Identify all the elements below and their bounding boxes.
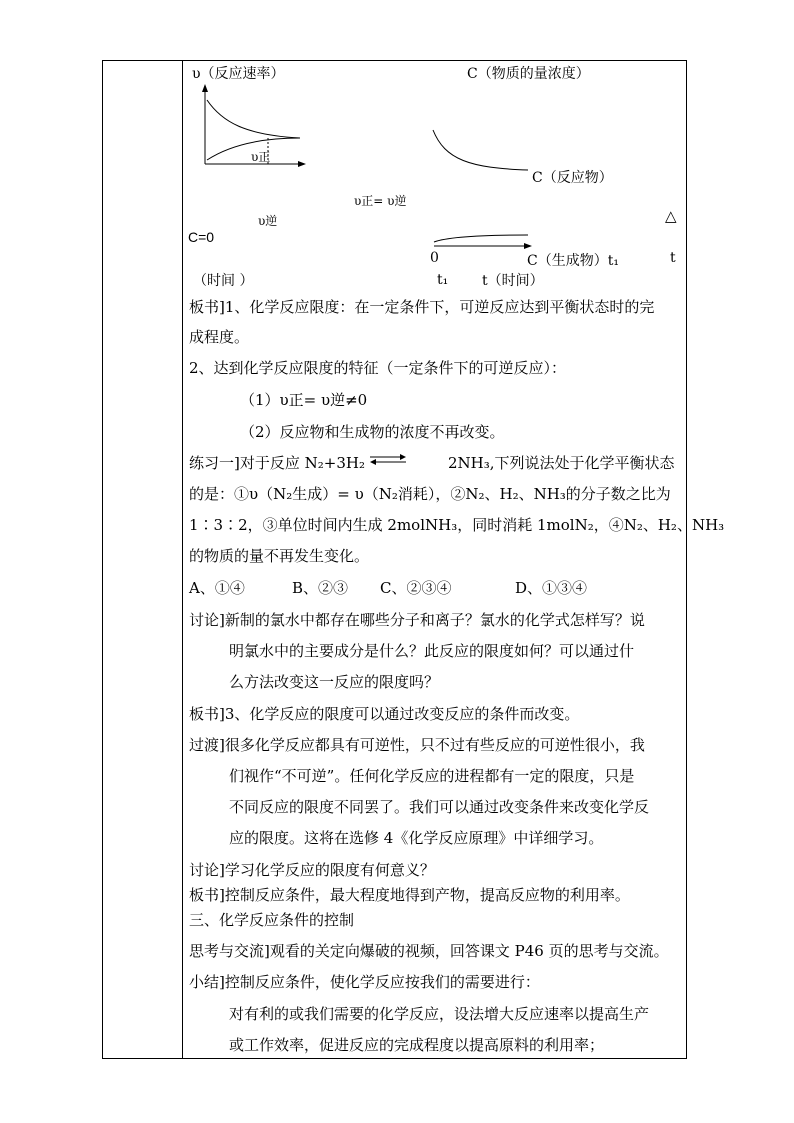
product-conc-curve — [434, 235, 528, 242]
reversible-arrow-icon — [368, 452, 408, 466]
option-b: B、②③ — [292, 579, 349, 597]
text-line: 过渡]很多化学反应都具有可逆性，只不过有些反应的可逆性很小，我 — [189, 736, 645, 754]
t-label: t — [670, 250, 676, 266]
text-line: 板书]控制反应条件，最大程度地得到产物，提高反应物的利用率。 — [189, 886, 630, 904]
forward-rate-curve — [207, 100, 300, 138]
text-line: （1）υ正= υ逆≠0 — [240, 391, 368, 409]
triangle-symbol: △ — [665, 207, 677, 225]
text-line: 2NH₃,下列说法处于化学平衡状态 — [448, 454, 675, 472]
text-line: 对有利的或我们需要的化学反应，设法增大反应速率以提高生产 — [229, 1005, 650, 1023]
time-label-right: t（时间） — [482, 273, 544, 289]
text-line: 板书]3、化学反应的限度可以通过改变反应的条件而改变。 — [189, 705, 580, 723]
reactant-conc-curve — [433, 130, 528, 170]
c-zero-label: C=0 — [188, 229, 215, 245]
text-line: 练习一]对于反应 N₂+3H₂ — [189, 454, 365, 472]
time-axis-arrow — [524, 243, 532, 249]
text-line: （2）反应物和生成物的浓度不再改变。 — [240, 423, 505, 441]
text-line: 应的限度。这将在选修 4《化学反应原理》中详细学习。 — [229, 829, 604, 847]
text-line: 讨论]学习化学反应的限度有何意义？ — [189, 861, 435, 879]
text-line: 明氯水中的主要成分是什么？此反应的限度如何？可以通过什 — [229, 642, 635, 660]
product-label: C（生成物）t₁ — [527, 253, 619, 269]
t1-label: t₁ — [437, 272, 449, 288]
rate-x-arrow — [298, 161, 306, 167]
rate-axis-label: υ（反应速率） — [192, 66, 285, 82]
option-d: D、①③④ — [515, 579, 588, 597]
text-line: 2、达到化学反应限度的特征（一定条件下的可逆反应）： — [189, 359, 567, 377]
text-line: 的物质的量不再发生变化。 — [189, 547, 370, 565]
rate-y-arrow — [202, 84, 208, 92]
v-forward-label: υ正 — [251, 150, 271, 164]
option-a: A、①④ — [189, 579, 245, 597]
text-line: 成程度。 — [189, 328, 250, 346]
option-c: C、②③④ — [380, 579, 452, 597]
equilibrium-label: υ正= υ逆 — [354, 194, 407, 208]
text-line: 的是：①υ（N₂生成）= υ（N₂消耗），②N₂、H₂、NH₃的分子数之比为 — [189, 485, 671, 503]
reactant-label: C（反应物） — [532, 170, 613, 186]
concentration-axis-label: C（物质的量浓度） — [467, 66, 590, 82]
text-line: 讨论]新制的氯水中都存在哪些分子和离子？氯水的化学式怎样写？说 — [189, 611, 645, 629]
origin-label: 0 — [430, 250, 439, 266]
text-line: 小结]控制反应条件，使化学反应按我们的需要进行： — [189, 973, 540, 991]
text-line: 板书]1、化学反应限度：在一定条件下，可逆反应达到平衡状态时的完 — [189, 298, 655, 316]
text-line: 思考与交流]观看的关定向爆破的视频，回答课文 P46 页的思考与交流。 — [189, 942, 669, 960]
text-line: 1∶3∶2，③单位时间内生成 2molNH₃，同时消耗 1molN₂，④N₂、H₂、NH₃ — [189, 516, 725, 534]
v-reverse-label: υ逆 — [258, 214, 278, 228]
text-line: 们视作“不可逆”。任何化学反应的进程都有一定的限度，只是 — [229, 767, 635, 785]
text-line: 不同反应的限度不同罢了。我们可以通过改变条件来改变化学反 — [229, 798, 650, 816]
time-label-left: （时间 ） — [193, 273, 254, 289]
section-heading: 三、化学反应条件的控制 — [189, 911, 355, 929]
text-line: 或工作效率，促进反应的完成程度以提高原料的利用率； — [229, 1036, 605, 1054]
text-line: 么方法改变这一反应的限度吗？ — [229, 673, 440, 691]
